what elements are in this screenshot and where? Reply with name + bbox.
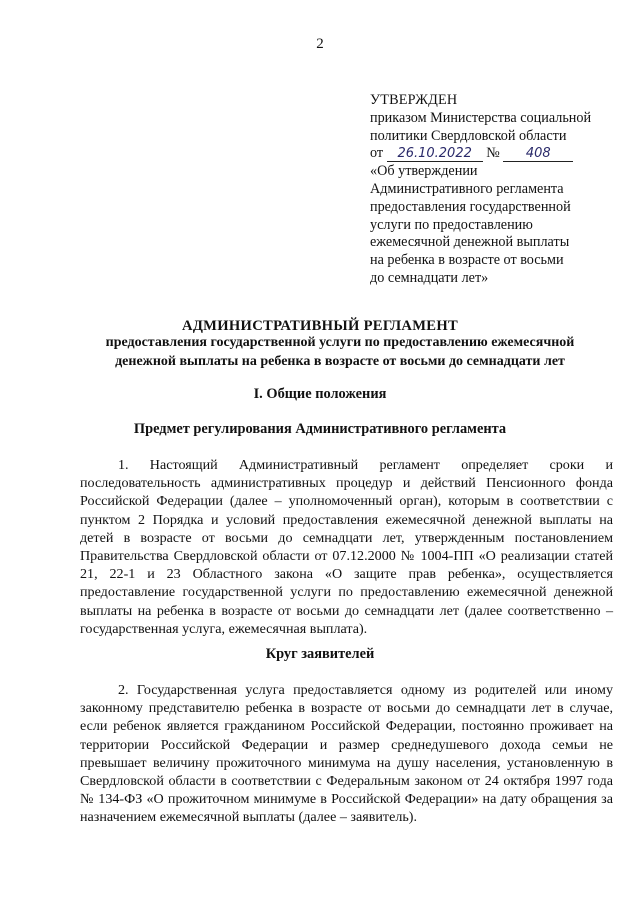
approval-subject-line: «Об утверждении (370, 163, 478, 180)
approval-line: приказом Министерства социальной (370, 109, 592, 126)
approval-subject-line: услуги по предоставлению (370, 216, 533, 233)
subsection-heading: Предмет регулирования Административного регламента (133, 421, 507, 437)
subsection-heading: Круг заявителей (265, 646, 375, 662)
approval-block (370, 92, 610, 288)
document-title: АДМИНИСТРАТИВНЫЙ РЕГЛАМЕНТ (181, 318, 459, 334)
approval-subject-line: предоставления государственной (370, 198, 571, 215)
number-prefix: № (486, 145, 500, 162)
approval-subject-line: ежемесячной денежной выплаты (370, 234, 570, 251)
approval-line: политики Свердловской области (370, 127, 567, 144)
approval-title: УТВЕРЖДЕН (370, 92, 458, 108)
handwritten-number: 408 (503, 147, 573, 162)
handwritten-date: 26.10.2022 (387, 147, 483, 162)
paragraph-1: 1. Настоящий Административный регламент определяет сроки и последовательность административных процедур и действий Пенсионного фонда Российской Федерации (далее – уполномоченный орган), которым в соответствии с пунктом 2 Порядка и условий предоставления ежемесячной денежной выплаты на детей в возрасте от восьми до семнадцати лет, утвержденным постановлением Правительства Свердловской области от 07.12.2000 № 1004-ПП «О реализации статей 21, 22-1 и 23 Областного закона «О защите прав ребенка», осуществляется предоставление государственной услуги по предоставлению ежемесячной денежной выплаты на ребенка в возрасте от восьми до семнадцати лет (далее соответственно – государственная услуга, ежемесячная выплата). (80, 457, 613, 637)
approval-subject-line: Административного регламента (370, 180, 564, 197)
approval-subject-line: на ребенка в возрасте от восьми (370, 252, 564, 269)
date-prefix: от (370, 145, 384, 162)
approval-date-number-line (370, 145, 610, 163)
section-heading: I. Общие положения (253, 386, 387, 402)
document-subtitle: предоставления государственной услуги по предоставлению ежемесячной денежной выплаты на ребенка в возрасте от восьми до семнадцати лет (105, 335, 575, 369)
paragraph-2: 2. Государственная услуга предоставляется одному из родителей или иному законному представителю ребенка в возрасте от восьми до семнадцати лет в случае, если ребенок является гражданином Российской Федерации, постоянно проживает на территории Российской Федерации и размер среднедушевого дохода семьи не превышает величину прожиточного минимума на душу населения, установленную в Свердловской области в соответствии с Федеральным законом от 24 октября 1997 года № 134-ФЗ «О прожиточном минимуме в Российской Федерации» на дату обращения за назначением ежемесячной выплаты (далее – заявитель). (80, 682, 613, 826)
page-number: 2 (316, 36, 324, 52)
approval-subject-line: до семнадцати лет» (370, 269, 489, 286)
